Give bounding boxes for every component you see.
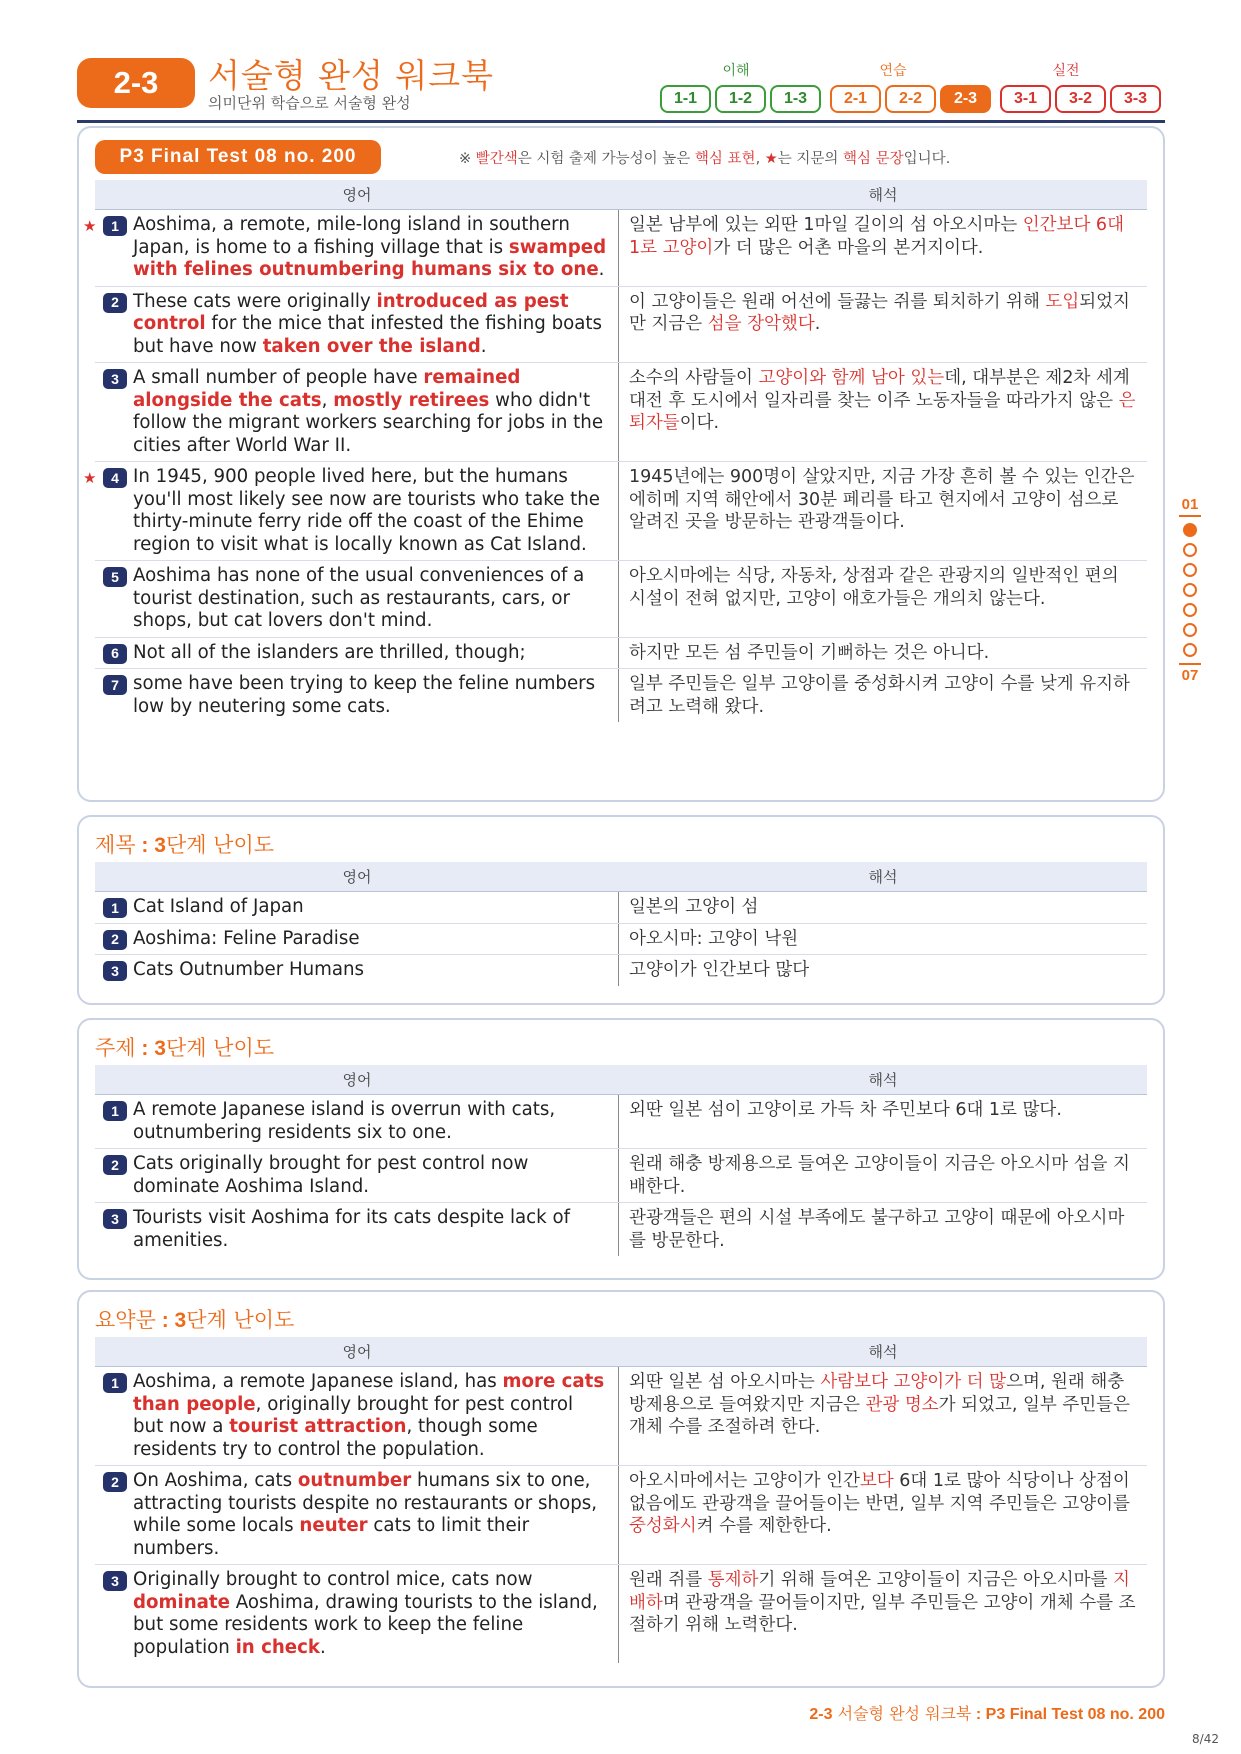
translation-cell: 원래 해충 방제용으로 들여온 고양이들이 지금은 아오시마 섬을 지배한다. (629, 1154, 1130, 1197)
english-cell: 6 Not all of the islanders are thrilled, though; (95, 638, 619, 669)
stage-label-understand: 이해 (722, 63, 750, 79)
english-cell: 2 Cats originally brought for pest control now dominate Aoshima Island. (95, 1149, 619, 1202)
english-cell: 3 A small number of people have remained alongside the cats, mostly retirees who didn't follow the migrant workers searching for jobs in the cities after World War II. (95, 363, 619, 461)
stage-button-1-2[interactable]: 1-2 (715, 85, 766, 113)
table-row (95, 1367, 1147, 1466)
translation-cell: 일본의 고양이 섬 (629, 897, 759, 917)
stage-button-3-3[interactable]: 3-3 (1110, 85, 1161, 113)
row-number-badge: 1 (103, 898, 127, 918)
column-header-english: 영어 (342, 186, 372, 204)
stage-button-2-1[interactable]: 2-1 (830, 85, 881, 113)
nav-first-page[interactable]: 01 (1181, 496, 1199, 513)
table-row (95, 1203, 1147, 1256)
table-row (95, 955, 1147, 986)
theme-rows (95, 1095, 1147, 1256)
table-row (95, 638, 1147, 670)
table-row (95, 1565, 1147, 1663)
row-number-badge: 2 (103, 1155, 127, 1175)
english-cell: ★ 4 In 1945, 900 people lived here, but the humans you'll most likely see now are tourists who take the thirty-minute ferry ride off the coast of the Ehime region to visit what is locally known as Cat Island. (95, 462, 619, 560)
title-panel (77, 815, 1165, 1005)
column-header-translation: 해석 (868, 186, 898, 204)
nav-dot[interactable] (1183, 523, 1197, 537)
table-header (95, 1065, 1147, 1095)
stage-label-practice: 연습 (879, 63, 907, 79)
footer-label: 2-3 서술형 완성 워크북 : P3 Final Test 08 no. 200 (809, 1704, 1165, 1723)
translation-cell: 이 고양이들은 원래 어선에 들끓는 쥐를 퇴치하기 위해 도입되었지만 지금은 섬을 장악했다. (629, 291, 1130, 334)
theme-table (95, 1065, 1147, 1256)
table-row (95, 892, 1147, 924)
nav-divider (1179, 663, 1201, 665)
title-table (95, 862, 1147, 986)
translation-cell: 하지만 모든 섬 주민들이 기뻐하는 것은 아니다. (629, 642, 990, 663)
section-heading-theme: 주제 : 3단계 난이도 (95, 1036, 275, 1060)
english-cell: 1 Cat Island of Japan (95, 892, 619, 923)
passage-table (83, 180, 1147, 722)
table-row (95, 1095, 1147, 1149)
translation-cell: 아오시마: 고양이 낙원 (629, 928, 799, 949)
row-number-badge: 2 (103, 293, 127, 313)
row-number-badge: 1 (103, 1373, 127, 1393)
translation-cell: 원래 쥐를 통제하기 위해 들여온 고양이들이 지금은 아오시마를 지배하며 관광객을 끌어들이지만, 일부 주민들은 고양이 개체 수를 조절하기 위해 노력한다. (629, 1570, 1136, 1635)
legend-note: ※ 빨간색은 시험 출제 가능성이 높은 핵심 표현, ★는 지문의 핵심 문장입니다. (459, 151, 951, 167)
translation-cell: 1945년에는 900명이 살았지만, 지금 가장 흔히 볼 수 있는 인간은 에히메 지역 해안에서 30분 페리를 타고 현지에서 고양이 섬으로 알려진 곳을 방문하는 관광객들이다. (629, 467, 1135, 532)
row-number-badge: 3 (103, 1571, 127, 1591)
nav-dot[interactable] (1183, 623, 1197, 637)
nav-dot[interactable] (1183, 563, 1197, 577)
row-number-badge: 4 (103, 468, 127, 488)
row-number-badge: 1 (103, 216, 127, 236)
final-test-tag: P3 Final Test 08 no. 200 (95, 140, 381, 174)
nav-divider (1179, 515, 1201, 517)
translation-cell: 아오시마에서는 고양이가 인간보다 6대 1로 많아 식당이나 상점이 없음에도 관광객을 끌어들이는 반면, 일부 지역 주민들은 고양이를 중성화시켜 수를 제한한다. (629, 1471, 1130, 1536)
row-number-badge: 5 (103, 567, 127, 587)
stage-button-2-3[interactable]: 2-3 (940, 85, 991, 113)
english-cell: 2 Aoshima: Feline Paradise (95, 924, 619, 955)
stage-group-practice (830, 85, 991, 113)
passage-panel (77, 126, 1165, 802)
english-cell: 3 Tourists visit Aoshima for its cats despite lack of amenities. (95, 1203, 619, 1256)
table-row (95, 287, 1147, 364)
translation-cell: 소수의 사람들이 고양이와 함께 남아 있는데, 대부분은 제2차 세계대전 후 도시에서 일자리를 찾는 이주 노동자들을 따라가지 않은 은퇴자들이다. (629, 368, 1136, 433)
passage-rows (83, 210, 1147, 722)
section-chip: 2-3 (77, 58, 195, 108)
row-number-badge: 2 (103, 930, 127, 950)
table-row (95, 924, 1147, 956)
table-row (95, 1149, 1147, 1203)
row-number-badge: 3 (103, 1209, 127, 1229)
column-header-translation: 해석 (868, 868, 898, 886)
english-cell: 2 On Aoshima, cats outnumber humans six to one, attracting tourists despite no restaurants or shops, while some locals neuter cats to limit their numbers. (95, 1466, 619, 1564)
row-number-badge: 6 (103, 644, 127, 664)
nav-last-page[interactable]: 07 (1181, 667, 1199, 684)
nav-dot[interactable] (1183, 603, 1197, 617)
column-header-english: 영어 (342, 1343, 372, 1361)
table-row (83, 462, 1147, 561)
section-heading-summary: 요약문 : 3단계 난이도 (95, 1308, 295, 1332)
row-number-badge: 3 (103, 369, 127, 389)
page-subtitle: 의미단위 학습으로 서술형 완성 (208, 94, 411, 112)
english-cell: 3 Cats Outnumber Humans (95, 955, 619, 986)
table-header (95, 862, 1147, 892)
row-number-badge: 3 (103, 961, 127, 981)
column-header-translation: 해석 (868, 1343, 898, 1361)
section-heading-title: 제목 : 3단계 난이도 (95, 833, 275, 857)
table-row (95, 561, 1147, 638)
translation-cell: 관광객들은 편의 시설 부족에도 불구하고 고양이 때문에 아오시마를 방문한다. (629, 1208, 1125, 1251)
title-rows (95, 892, 1147, 986)
stage-group-real (1000, 85, 1161, 113)
summary-panel (77, 1290, 1165, 1688)
english-cell: 7 some have been trying to keep the feline numbers low by neutering some cats. (95, 669, 619, 722)
table-header (95, 180, 1147, 210)
nav-dot[interactable] (1183, 583, 1197, 597)
table-row (95, 1466, 1147, 1565)
stage-group-understand (660, 85, 821, 113)
table-row (83, 210, 1147, 287)
nav-dot[interactable] (1183, 543, 1197, 557)
row-number-badge: 2 (103, 1472, 127, 1492)
nav-dots (1175, 523, 1205, 657)
page-number: 8/42 (1192, 1732, 1219, 1746)
stage-button-3-2[interactable]: 3-2 (1055, 85, 1106, 113)
column-header-english: 영어 (342, 1071, 372, 1089)
stage-button-1-3[interactable]: 1-3 (770, 85, 821, 113)
english-cell: ★ 1 Aoshima, a remote, mile-long island in southern Japan, is home to a fishing village that is swamped with felines outnumbering humans six to one. (95, 210, 619, 286)
english-cell: 3 Originally brought to control mice, cats now dominate Aoshima, drawing tourists to the island, but some residents work to keep the feline population in check. (95, 1565, 619, 1663)
stage-button-2-2[interactable]: 2-2 (885, 85, 936, 113)
page-progress-nav (1175, 496, 1205, 684)
stage-button-3-1[interactable]: 3-1 (1000, 85, 1051, 113)
english-cell: 5 Aoshima has none of the usual conveniences of a tourist destination, such as restaurants, cars, or shops, but cat lovers don't mind. (95, 561, 619, 637)
column-header-english: 영어 (342, 868, 372, 886)
star-icon: ★ (83, 469, 97, 487)
star-icon: ★ (83, 217, 97, 235)
theme-panel (77, 1018, 1165, 1280)
translation-cell: 외딴 일본 섬 아오시마는 사람보다 고양이가 더 많으며, 원래 해충 방제용으로 들여왔지만 지금은 관광 명소가 되었고, 일부 주민들은 개체 수를 조절하려 한다. (629, 1372, 1130, 1437)
translation-cell: 외딴 일본 섬이 고양이로 가득 차 주민보다 6대 1로 많다. (629, 1100, 1062, 1120)
translation-cell: 일부 주민들은 일부 고양이를 중성화시켜 고양이 수를 낮게 유지하려고 노력해 왔다. (629, 674, 1130, 717)
stage-button-1-1[interactable]: 1-1 (660, 85, 711, 113)
table-header (95, 1337, 1147, 1367)
nav-dot[interactable] (1183, 643, 1197, 657)
summary-rows (95, 1367, 1147, 1663)
page-title: 서술형 완성 워크북 (208, 56, 495, 95)
translation-cell: 일본 남부에 있는 외딴 1마일 길이의 섬 아오시마는 인간보다 6대 1로 고양이가 더 많은 어촌 마을의 본거지이다. (629, 215, 1124, 258)
english-cell: 2 These cats were originally introduced as pest control for the mice that infested the fishing boats but have now taken over the island. (95, 287, 619, 363)
english-cell: 1 Aoshima, a remote Japanese island, has more cats than people, originally brought for pest control but now a tourist attraction, though some residents try to control the population. (95, 1367, 619, 1465)
header-divider (77, 120, 1165, 123)
column-header-translation: 해석 (868, 1071, 898, 1089)
summary-table (95, 1337, 1147, 1663)
stage-label-real: 실전 (1052, 63, 1080, 79)
row-number-badge: 1 (103, 1101, 127, 1121)
star-icon: ★ (764, 151, 778, 167)
translation-cell: 아오시마에는 식당, 자동차, 상점과 같은 관광지의 일반적인 편의 시설이 전혀 없지만, 고양이 애호가들은 개의치 않는다. (629, 566, 1119, 609)
table-row (95, 363, 1147, 462)
table-row (95, 669, 1147, 722)
translation-cell: 고양이가 인간보다 많다 (629, 960, 810, 980)
row-number-badge: 7 (103, 675, 127, 695)
english-cell: 1 A remote Japanese island is overrun with cats, outnumbering residents six to one. (95, 1095, 619, 1148)
